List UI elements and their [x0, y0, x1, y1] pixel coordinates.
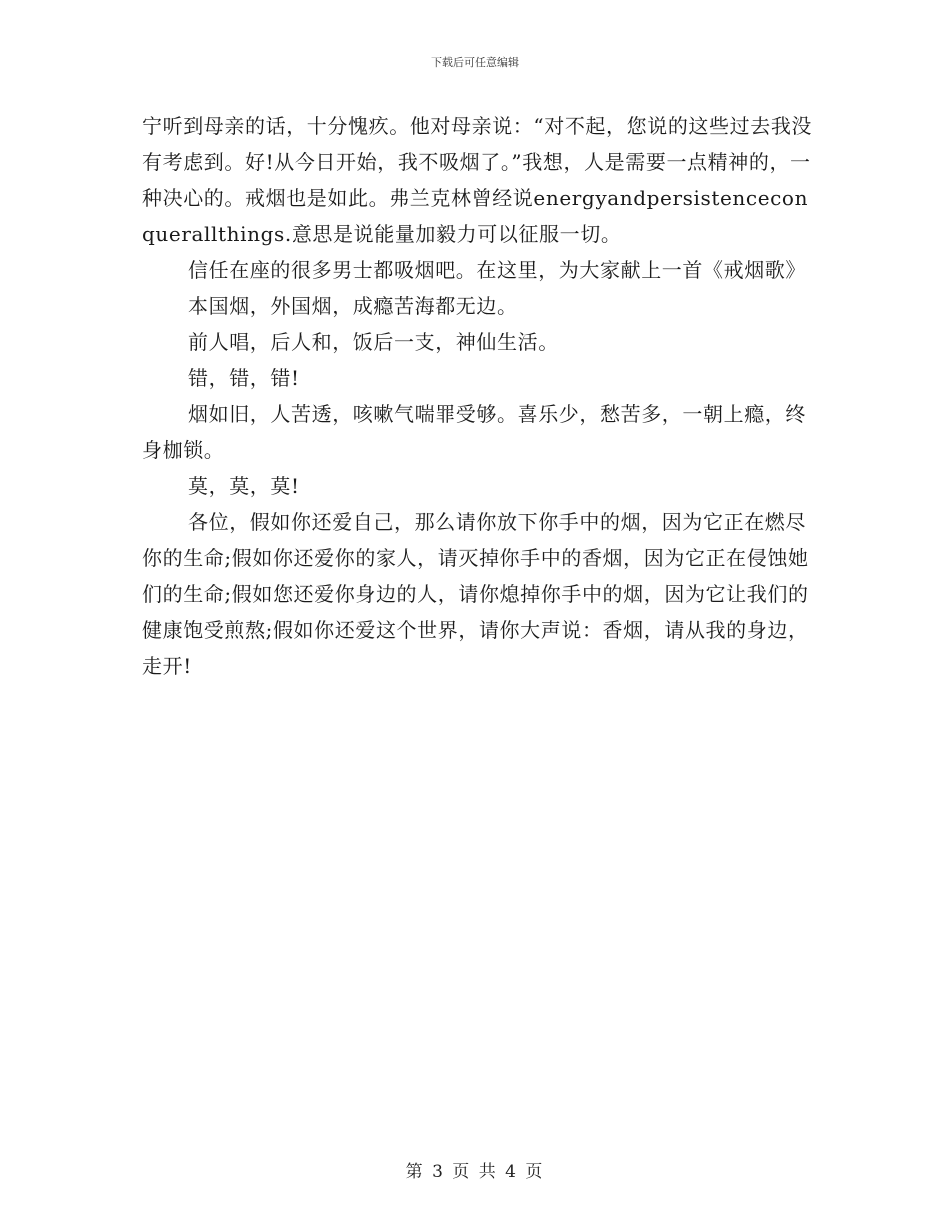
- header-note: 下载后可任意编辑: [431, 56, 519, 69]
- paragraph-2: 信任在座的很多男士都吸烟吧。在这里，为大家献上一首《戒烟歌》: [188, 258, 806, 282]
- poem-line-1: 本国烟，外国烟，成瘾苦海都无边。: [188, 294, 518, 318]
- poem-line-2: 前人唱，后人和，饭后一支，神仙生活。: [188, 330, 559, 354]
- closing-paragraph: 各位，假如你还爱自己，那么请你放下你手中的烟，因为它正在燃尽你的生命;假如你还爱你的家人，请灭掉你手中的香烟，因为它正在侵蚀她们的生命;假如您还爱你身边的人，请你熄掉你手中的烟，因为它让我们的健康饱受煎熬;假如你还爱这个世界，请你大声说：香烟，请从我的身边，走开!: [142, 510, 809, 678]
- poem-line-5: 莫，莫，莫!: [188, 474, 300, 498]
- poem-line-4: 烟如旧，人苦透，咳嗽气喘罪受够。喜乐少，愁苦多，一朝上瘾，终身枷锁。: [142, 402, 806, 462]
- poem-line-3: 错，错，错!: [188, 366, 300, 390]
- page-number: 第 3 页 共 4 页: [405, 1162, 545, 1182]
- paragraph-1: 宁听到母亲的话，十分愧疚。他对母亲说：“对不起，您说的这些过去我没有考虑到。好!从今日开始，我不吸烟了。”我想，人是需要一点精神的，一种决心的。戒烟也是如此。弗兰克林曾经说energyandpersistenceconquerallthings.意思是说能量加毅力可以征服一切。: [142, 114, 813, 246]
- document-body: [142, 108, 814, 684]
